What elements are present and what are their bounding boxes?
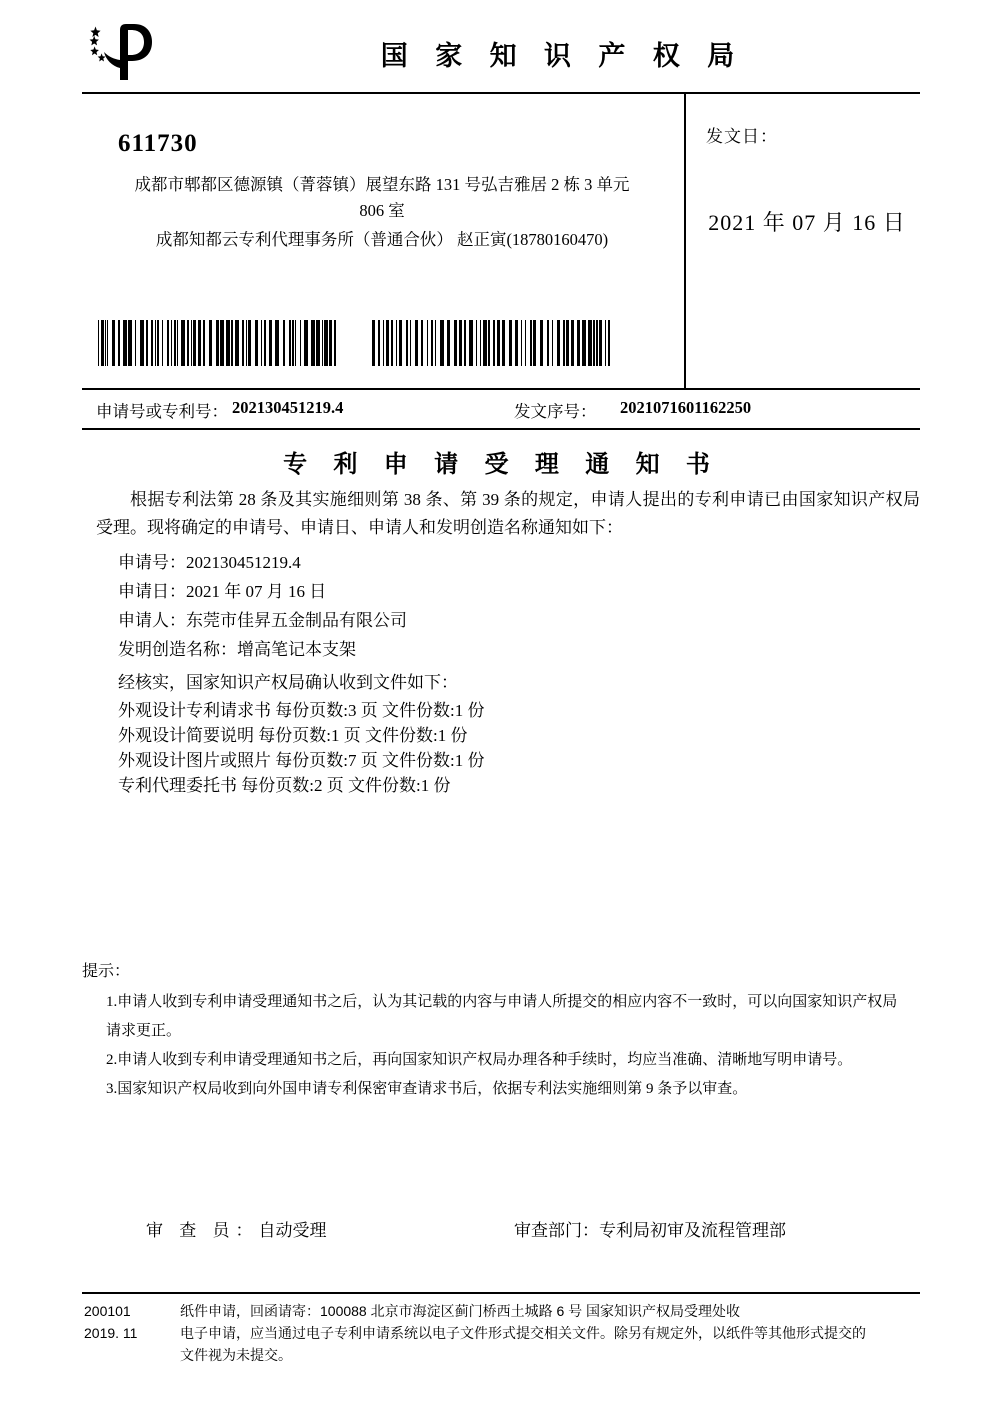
- application-number-label: 申请号或专利号：: [96, 402, 228, 421]
- recipient-agent: 成都知都云专利代理事务所（普通合伙） 赵正寅(18780160470): [155, 230, 609, 249]
- department-value: 专利局初审及流程管理部: [599, 1221, 786, 1240]
- issue-box-divider: [684, 92, 686, 388]
- header-divider: [82, 92, 920, 94]
- dispatch-number-label: 发文序号：: [514, 402, 597, 421]
- note-item: [82, 1075, 920, 1104]
- department-block: [514, 1216, 786, 1241]
- body-paragraph: 根据专利法第 28 条及其实施细则第 38 条、第 39 条的规定，申请人提出的专利申请已由国家知识产权局受理。现将确定的申请号、申请日、申请人和发明创造名称通知如下：: [96, 490, 920, 537]
- documents-received-list: [118, 698, 918, 798]
- issue-date-label: 发文日：: [706, 127, 778, 146]
- recipient-address-line-1: 成都市郫都区德源镇（菁蓉镇）展望东路 131 号弘吉雅居 2 栋 3 单元: [134, 175, 630, 194]
- recipient-address-line-2: 806 室: [359, 201, 405, 220]
- examiner-block: [146, 1216, 327, 1241]
- cnipa-emblem-icon: [82, 20, 162, 84]
- note-index: 1.: [106, 994, 118, 1010]
- application-number-barcode: [98, 320, 336, 366]
- application-fields: [118, 548, 918, 664]
- footer-code-1: 200101: [84, 1303, 131, 1319]
- document-item: 外观设计专利请求书 每份页数:3 页 文件份数:1 份: [118, 701, 485, 720]
- field-application-date: 申请日：2021 年 07 月 16 日: [118, 582, 327, 601]
- note-text: 国家知识产权局收到向外国申请专利保密审查请求书后，依据专利法实施细则第 9 条予以审查。: [117, 1081, 748, 1097]
- document-item: 外观设计简要说明 每份页数:1 页 文件份数:1 份: [118, 726, 468, 745]
- numbers-row: [96, 396, 920, 426]
- field-application-number: 申请号：202130451219.4: [118, 553, 301, 572]
- footer-line-2: 电子申请，应当通过电子专利申请系统以电子文件形式提交相关文件。除另有规定外，以纸件等其他形式提交的: [180, 1325, 866, 1341]
- issue-date-value: 2021 年 07 月 16 日: [708, 210, 906, 235]
- footer-divider: [82, 1292, 920, 1294]
- document-item: 专利代理委托书 每份页数:2 页 文件份数:1 份: [118, 776, 451, 795]
- serial-number: 611730: [118, 130, 198, 157]
- footer-line-1: 纸件申请，回函请寄：100088 北京市海淀区蓟门桥西土城路 6 号 国家知识产权局受理处收: [180, 1303, 741, 1319]
- note-item: [82, 1046, 920, 1075]
- notes-list: [82, 988, 920, 1104]
- recipient-address: [96, 172, 668, 224]
- document-title: 专 利 申 请 受 理 通 知 书: [283, 449, 719, 478]
- document-header: [82, 18, 920, 90]
- field-applicant: 申请人：东莞市佳昇五金制品有限公司: [118, 611, 407, 630]
- numbers-divider: [82, 428, 920, 430]
- footer-line-3: 文件视为未提交。: [180, 1347, 292, 1363]
- note-text: 申请人收到专利申请受理通知书之后，认为其记载的内容与申请人所提交的相应内容不一致时，可以向国家知识产权局: [117, 994, 898, 1010]
- note-item: [82, 988, 920, 1017]
- field-invention-title: 发明创造名称：增高笔记本支架: [118, 640, 356, 659]
- document-item: 外观设计图片或照片 每份页数:7 页 文件份数:1 份: [118, 751, 485, 770]
- examiner-label: 审 查 员：: [146, 1221, 259, 1240]
- note-index: 2.: [106, 1052, 118, 1068]
- dispatch-number-value: 2021071601162250: [620, 398, 752, 417]
- department-label: 审查部门：: [514, 1221, 599, 1240]
- dispatch-number-barcode: [372, 320, 610, 366]
- notes-heading: 提示：: [82, 963, 131, 980]
- footer-codes: [84, 1300, 137, 1344]
- note-text: 申请人收到专利申请受理通知书之后，再向国家知识产权局办理各种手续时，均应当准确、清晰地写明申请号。: [117, 1052, 853, 1068]
- address-divider: [82, 388, 920, 390]
- footer-text: [180, 1300, 920, 1366]
- footer-code-2: 2019. 11: [84, 1325, 138, 1341]
- examiner-value: 自动受理: [258, 1221, 327, 1240]
- note-index: 3.: [106, 1081, 118, 1097]
- organization-title: 国 家 知 识 产 权 局: [380, 41, 744, 72]
- application-number-value: 202130451219.4: [232, 398, 344, 417]
- documents-received-heading: 经核实，国家知识产权局确认收到文件如下：: [118, 673, 458, 692]
- note-continuation: 请求更正。: [106, 1023, 182, 1039]
